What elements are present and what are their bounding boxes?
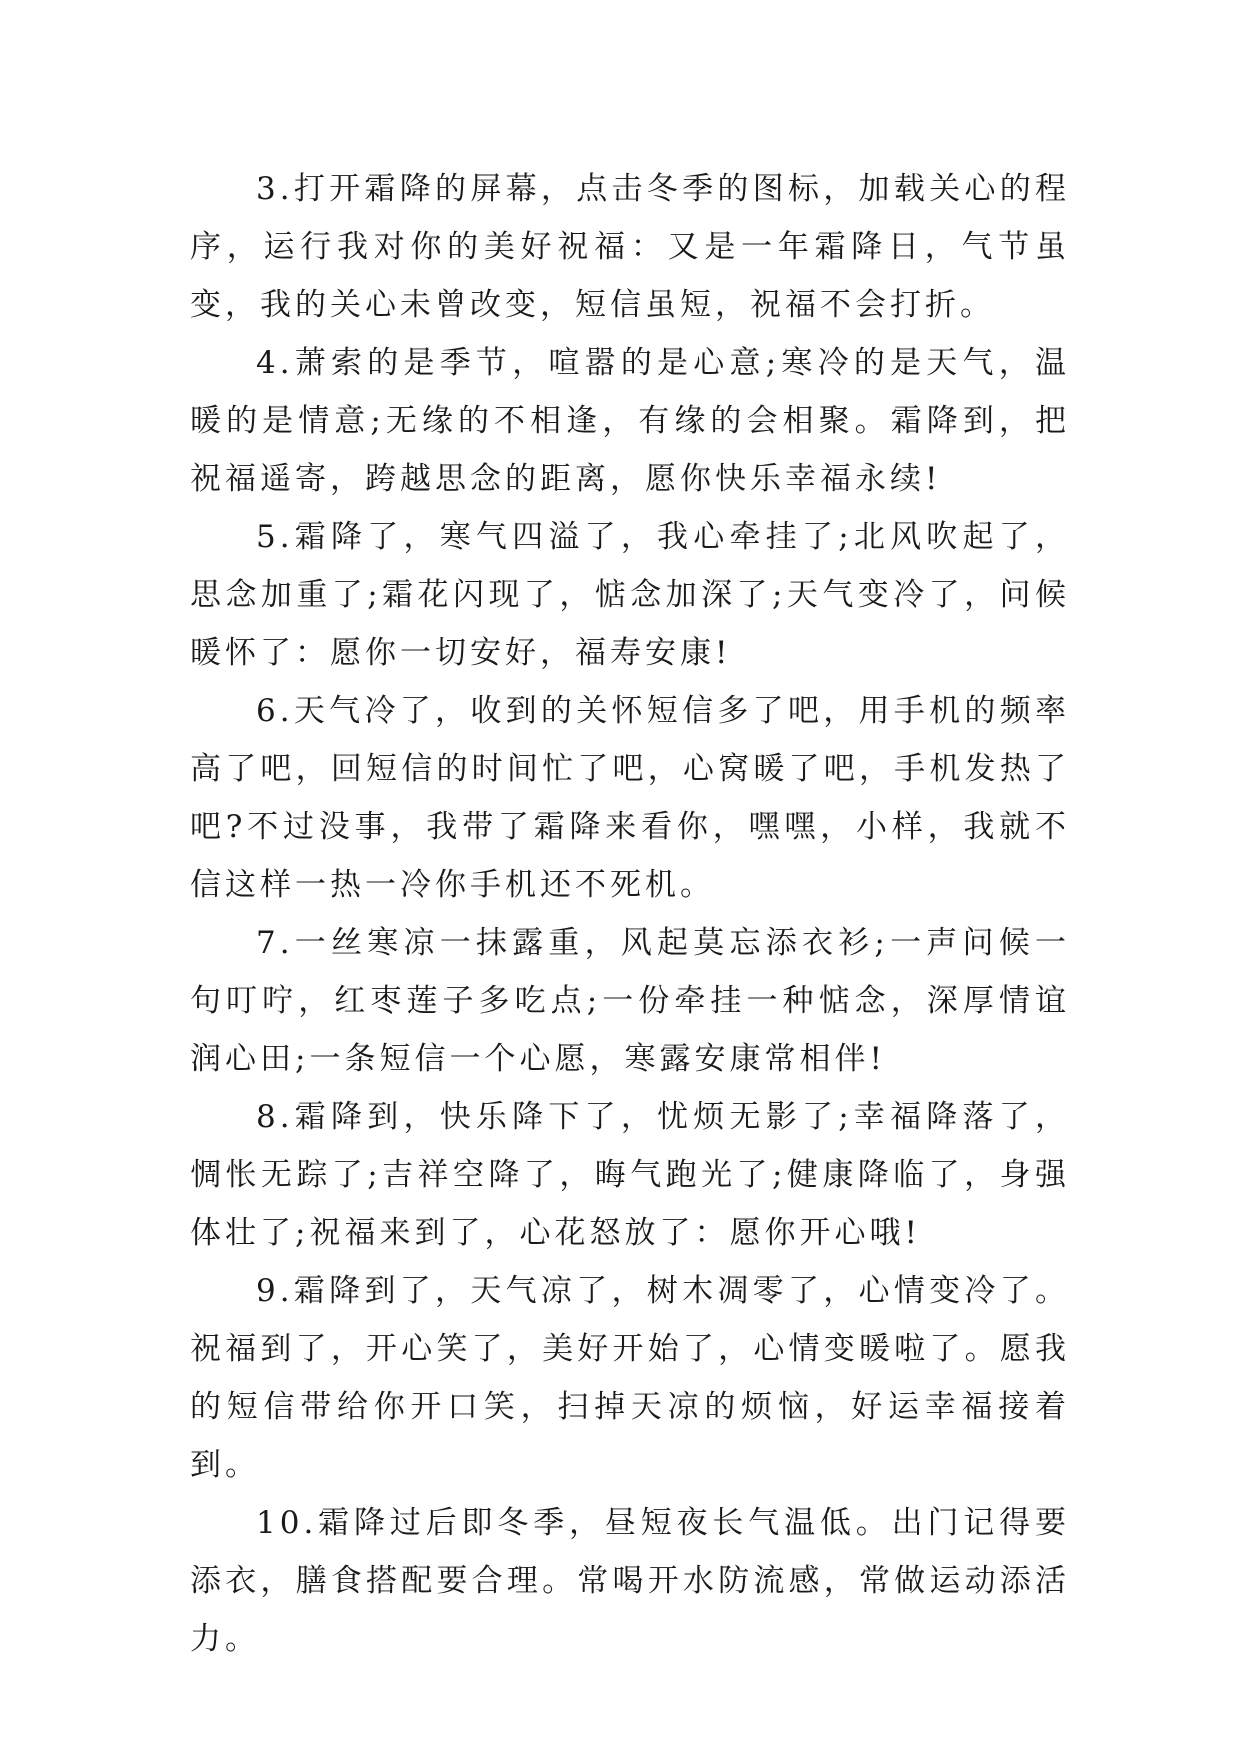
document-body [190,160,1070,1668]
paragraph-10: 10.霜降过后即冬季，昼短夜长气温低。出门记得要添衣，膳食搭配要合理。常喝开水防流感，常做运动添活力。 [190,1505,1070,1657]
paragraph-6: 6.天气冷了，收到的关怀短信多了吧，用手机的频率高了吧，回短信的时间忙了吧，心窝暖了吧，手机发热了吧?不过没事，我带了霜降来看你，嘿嘿，小样，我就不信这样一热一冷你手机还不死机。 [190,693,1070,903]
paragraph-9: 9.霜降到了，天气凉了，树木凋零了，心情变冷了。祝福到了，开心笑了，美好开始了，心情变暖啦了。愿我的短信带给你开口笑，扫掉天凉的烦恼，好运幸福接着到。 [190,1273,1070,1483]
paragraph-4: 4.萧索的是季节，喧嚣的是心意;寒冷的是天气，温暖的是情意;无缘的不相逢，有缘的会相聚。霜降到，把祝福遥寄，跨越思念的距离，愿你快乐幸福永续! [190,345,1070,497]
paragraph-5: 5.霜降了，寒气四溢了，我心牵挂了;北风吹起了，思念加重了;霜花闪现了，惦念加深了;天气变冷了，问候暖怀了：愿你一切安好，福寿安康! [190,519,1070,671]
paragraph-8: 8.霜降到，快乐降下了，忧烦无影了;幸福降落了，惆怅无踪了;吉祥空降了，晦气跑光了;健康降临了，身强体壮了;祝福来到了，心花怒放了：愿你开心哦! [190,1099,1070,1251]
paragraph-3: 3.打开霜降的屏幕，点击冬季的图标，加载关心的程序，运行我对你的美好祝福：又是一年霜降日，气节虽变，我的关心未曾改变，短信虽短，祝福不会打折。 [190,171,1070,323]
paragraph-7: 7.一丝寒凉一抹露重，风起莫忘添衣衫;一声问候一句叮咛，红枣莲子多吃点;一份牵挂一种惦念，深厚情谊润心田;一条短信一个心愿，寒露安康常相伴! [190,925,1070,1077]
